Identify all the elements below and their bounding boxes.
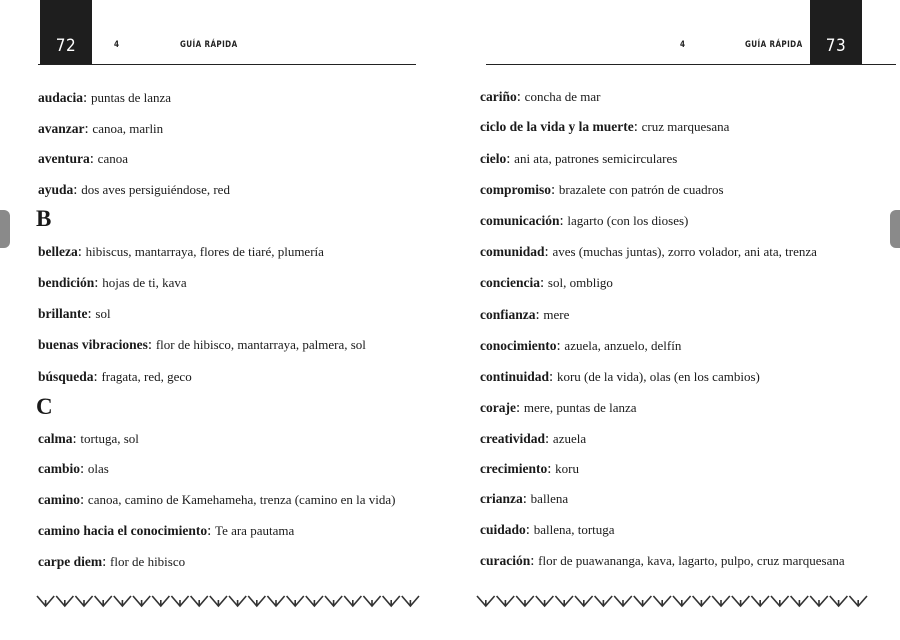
glossary-entry bbox=[38, 244, 324, 260]
entry-definition: ballena bbox=[530, 491, 569, 506]
entry-separator: : bbox=[530, 553, 539, 569]
glossary-list-left bbox=[0, 0, 450, 600]
entry-separator: : bbox=[87, 306, 96, 322]
glossary-entry bbox=[480, 89, 600, 105]
glossary-entry bbox=[38, 151, 128, 167]
entry-term: audacia bbox=[38, 90, 84, 105]
glossary-entry bbox=[480, 491, 568, 507]
glossary-entry bbox=[38, 492, 395, 508]
entry-separator: : bbox=[83, 90, 91, 106]
entry-term: camino hacia el conocimiento bbox=[38, 523, 208, 538]
entry-definition: lagarto (con los dioses) bbox=[567, 213, 689, 228]
entry-definition: azuela bbox=[552, 431, 587, 446]
entry-term: creatividad bbox=[480, 431, 545, 446]
running-title-left: GUÍA RÁPIDA bbox=[180, 40, 238, 50]
entry-term: ciclo de la vida y la muerte bbox=[480, 119, 634, 134]
entry-separator: : bbox=[556, 338, 565, 354]
entry-separator: : bbox=[535, 307, 544, 323]
entry-definition: flor de hibisco, mantarraya, palmera, sol bbox=[155, 337, 366, 352]
entry-separator: : bbox=[94, 275, 103, 291]
entry-separator: : bbox=[89, 151, 98, 167]
entry-definition: koru bbox=[555, 461, 579, 476]
entry-term: ayuda bbox=[38, 182, 74, 197]
entry-definition: cruz marquesana bbox=[641, 119, 730, 134]
entry-term: cuidado bbox=[480, 522, 526, 537]
entry-term: compromiso bbox=[480, 182, 551, 197]
glossary-entry bbox=[480, 553, 845, 569]
section-letter: B bbox=[36, 206, 52, 231]
entry-separator: : bbox=[559, 213, 568, 229]
entry-term: coraje bbox=[480, 400, 516, 415]
entry-definition: ballena, tortuga bbox=[533, 522, 615, 537]
glossary-entry bbox=[38, 554, 185, 570]
entry-separator: : bbox=[84, 121, 93, 137]
entry-separator: : bbox=[545, 431, 553, 447]
entry-separator: : bbox=[506, 151, 515, 167]
chapter-number-right: 4 bbox=[680, 40, 686, 50]
entry-definition: canoa, camino de Kamehameha, trenza (camino en la vida) bbox=[87, 492, 396, 507]
entry-term: cariño bbox=[480, 89, 517, 104]
glossary-list-right bbox=[450, 0, 900, 600]
entry-definition: sol, ombligo bbox=[547, 275, 613, 290]
entry-separator: : bbox=[549, 369, 557, 385]
entry-separator: : bbox=[102, 554, 111, 570]
glossary-entry bbox=[480, 431, 586, 447]
entry-definition: mere, puntas de lanza bbox=[523, 400, 637, 415]
entry-term: comunidad bbox=[480, 244, 545, 259]
glossary-entry bbox=[480, 522, 615, 538]
glossary-entry bbox=[480, 369, 760, 385]
entry-term: comunicación bbox=[480, 213, 560, 228]
glossary-entry bbox=[38, 431, 139, 447]
entry-term: conocimiento bbox=[480, 338, 557, 353]
entry-definition: ani ata, patrones semicirculares bbox=[514, 151, 678, 166]
entry-term: camino bbox=[38, 492, 80, 507]
entry-definition: fragata, red, geco bbox=[101, 369, 192, 384]
entry-separator: : bbox=[540, 275, 548, 291]
entry-term: avanzar bbox=[38, 121, 85, 136]
running-title-right: GUÍA RÁPIDA bbox=[745, 40, 803, 50]
entry-definition: canoa bbox=[97, 151, 128, 166]
entry-definition: flor de hibisco bbox=[110, 554, 186, 569]
glossary-entry bbox=[480, 461, 579, 477]
entry-term: brillante bbox=[38, 306, 88, 321]
entry-definition: canoa, marlin bbox=[92, 121, 164, 136]
polynesian-pattern-ornament-icon bbox=[476, 592, 868, 610]
glossary-entry bbox=[480, 275, 613, 291]
entry-term: buenas vibraciones bbox=[38, 337, 148, 352]
entry-separator: : bbox=[522, 491, 531, 507]
entry-separator: : bbox=[633, 119, 642, 135]
right-page bbox=[450, 0, 900, 640]
entry-definition: hibiscus, mantarraya, flores de tiaré, plumería bbox=[85, 244, 324, 259]
entry-term: crianza bbox=[480, 491, 523, 506]
entry-definition: brazalete con patrón de cuadros bbox=[558, 182, 724, 197]
entry-separator: : bbox=[525, 522, 534, 538]
entry-separator: : bbox=[551, 182, 559, 198]
entry-term: cambio bbox=[38, 461, 80, 476]
glossary-entry bbox=[38, 182, 230, 198]
glossary-entry bbox=[480, 244, 817, 260]
entry-separator: : bbox=[73, 182, 82, 198]
entry-separator: : bbox=[80, 492, 88, 508]
glossary-entry bbox=[38, 369, 192, 385]
glossary-entry bbox=[480, 182, 724, 198]
entry-separator: : bbox=[80, 461, 88, 477]
entry-separator: : bbox=[515, 400, 524, 416]
entry-definition: olas bbox=[87, 461, 109, 476]
entry-definition: flor de puawananga, kava, lagarto, pulpo, cruz marquesana bbox=[538, 553, 845, 568]
entry-definition: hojas de ti, kava bbox=[102, 275, 187, 290]
entry-definition: koru (de la vida), olas (en los cambios) bbox=[556, 369, 760, 384]
glossary-entry bbox=[480, 338, 681, 354]
entry-definition: aves (muchas juntas), zorro volador, ani ata, trenza bbox=[552, 244, 817, 259]
entry-term: continuidad bbox=[480, 369, 550, 384]
entry-term: bendición bbox=[38, 275, 95, 290]
entry-separator: : bbox=[547, 461, 556, 477]
glossary-entry bbox=[480, 213, 688, 229]
glossary-entry bbox=[38, 461, 109, 477]
glossary-entry bbox=[38, 306, 111, 322]
entry-separator: : bbox=[207, 523, 216, 539]
entry-definition: sol bbox=[95, 306, 111, 321]
entry-term: crecimiento bbox=[480, 461, 548, 476]
entry-term: belleza bbox=[38, 244, 78, 259]
entry-term: calma bbox=[38, 431, 73, 446]
polynesian-pattern-ornament-icon bbox=[36, 592, 420, 610]
entry-term: cielo bbox=[480, 151, 507, 166]
entry-term: carpe diem bbox=[38, 554, 103, 569]
entry-separator: : bbox=[544, 244, 553, 260]
entry-separator: : bbox=[147, 337, 156, 353]
entry-term: conciencia bbox=[480, 275, 540, 290]
entry-term: curación bbox=[480, 553, 531, 568]
entry-separator: : bbox=[77, 244, 86, 260]
glossary-entry bbox=[38, 90, 171, 106]
entry-separator: : bbox=[516, 89, 525, 105]
entry-definition: azuela, anzuelo, delfín bbox=[564, 338, 682, 353]
glossary-entry bbox=[480, 400, 637, 416]
entry-definition: Te ara pautama bbox=[215, 523, 295, 538]
glossary-entry bbox=[480, 307, 569, 323]
entry-definition: mere bbox=[543, 307, 570, 322]
entry-definition: concha de mar bbox=[524, 89, 601, 104]
entry-definition: puntas de lanza bbox=[90, 90, 172, 105]
entry-term: aventura bbox=[38, 151, 90, 166]
entry-definition: dos aves persiguiéndose, red bbox=[81, 182, 230, 197]
entry-separator: : bbox=[93, 369, 102, 385]
glossary-entry bbox=[38, 121, 163, 137]
entry-term: confianza bbox=[480, 307, 536, 322]
page-number-right: 73 bbox=[810, 0, 862, 64]
glossary-entry bbox=[480, 151, 677, 167]
entry-separator: : bbox=[72, 431, 81, 447]
glossary-entry bbox=[480, 119, 729, 135]
page-number-left: 72 bbox=[40, 0, 92, 64]
glossary-entry bbox=[38, 523, 294, 539]
section-letter: C bbox=[36, 394, 53, 419]
entry-definition: tortuga, sol bbox=[80, 431, 139, 446]
entry-term: búsqueda bbox=[38, 369, 94, 384]
glossary-entry bbox=[38, 337, 366, 353]
chapter-number-left: 4 bbox=[114, 40, 120, 50]
glossary-entry bbox=[38, 275, 187, 291]
